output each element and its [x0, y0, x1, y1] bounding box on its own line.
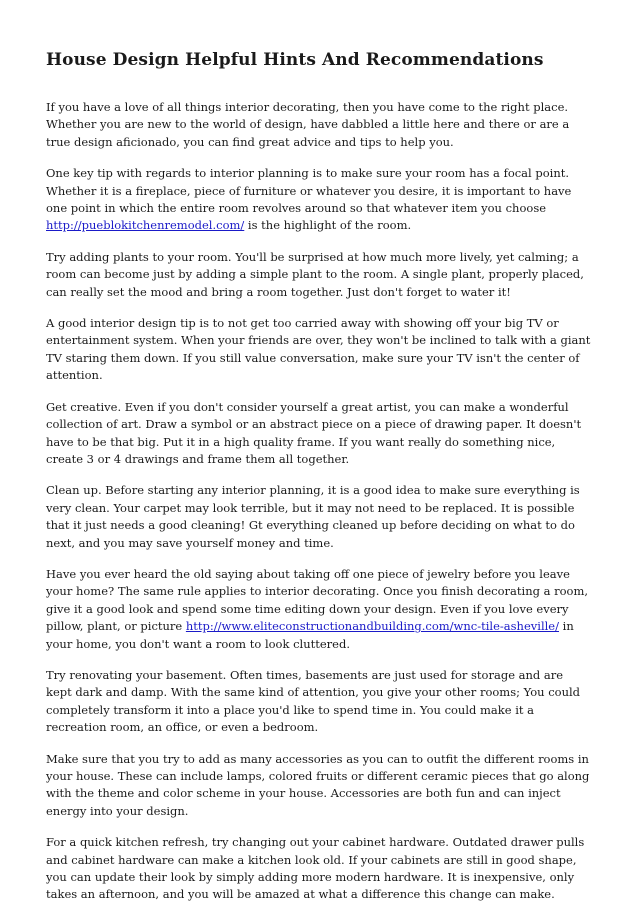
paragraph-text: in your home, you don't want a room to look cluttered.	[46, 619, 574, 651]
link-pueblokitchenremodel[interactable]: http://pueblokitchenremodel.com/	[46, 218, 245, 233]
paragraph-kitchen-hardware: For a quick kitchen refresh, try changing out your cabinet hardware. Outdated drawer pulls and cabinet hardware can make a kitchen look old. If your cabinets are still in good shape, you can update their look by simply adding more modern hardware. It is inexpensive, only takes an afternoon, and you will be amazed at what a difference this change can make.	[46, 835, 585, 902]
link-eliteconstruction[interactable]: http://www.eliteconstructionandbuilding.com/wnc-tile-asheville/	[185, 619, 559, 634]
paragraph-clean-up: Clean up. Before starting any interior planning, it is a good idea to make sure everything is very clean. Your carpet may look terrible, but it may not need to be replaced. It is possible that it just needs a good cleaning! Gt everything cleaned up before deciding on what to do next, and you may save yourself money and time.	[46, 483, 580, 550]
paragraph-text: is the highlight of the room.	[244, 218, 412, 233]
paragraph-intro: If you have a love of all things interior decorating, then you have come to the right place. Whether you are new to the world of design, have dabbled a little here and there or are a true design aficionado, you can find great advice and tips to help you.	[46, 100, 570, 149]
paragraph-text: Have you ever heard the old saying about taking off one piece of jewelry before you leave your home? The same rule applies to interior decorating. Once you finish decorating a room, give it a good look and spend some time editing down your design. Even if you love every pillow, plant, or picture	[46, 566, 589, 634]
paragraph-focal-point	[46, 165, 592, 235]
page-title: House Design Helpful Hints And Recommendations	[46, 50, 544, 70]
paragraph-art: Get creative. Even if you don't consider yourself a great artist, you can make a wonderful collection of art. Draw a symbol or an abstract piece on a piece of drawing paper. It doesn't have to be that big. Put it in a high quality frame. If you want really do something nice, create 3 or 4 drawings and frame them all together.	[46, 399, 582, 466]
paragraph-tv: A good interior design tip is to not get too carried away with showing off your big TV or entertainment system. When your friends are over, they won't be inclined to talk with a giant TV staring them down. If you still value conversation, make sure your TV isn't the center of attention.	[46, 316, 591, 383]
paragraph-text: One key tip with regards to interior planning is to make sure your room has a focal point. Whether it is a fireplace, piece of furniture or whatever you desire, it is important to have one point in which the entire room revolves around so that whatever item you choose	[46, 166, 572, 216]
paragraph-accessories: Make sure that you try to add as many accessories as you can to outfit the different rooms in your house. These can include lamps, colored fruits or different ceramic pieces that go along with the theme and color scheme in your house. Accessories are both fun and can inject energy into your design.	[46, 751, 590, 818]
paragraph-basement: Try renovating your basement. Often times, basements are just used for storage and are kept dark and damp. With the same kind of attention, you give your other rooms; You could completely transform it into a place you'd like to spend time in. You could make it a recreation room, an office, or even a bedroom.	[46, 667, 581, 735]
paragraph-jewelry	[46, 566, 592, 653]
paragraph-plants: Try adding plants to your room. You'll be surprised at how much more lively, yet calming; a room can become just by adding a simple plant to the room. A single plant, properly placed, can really set the mood and bring a room together. Just don't forget to water it!	[46, 249, 584, 299]
